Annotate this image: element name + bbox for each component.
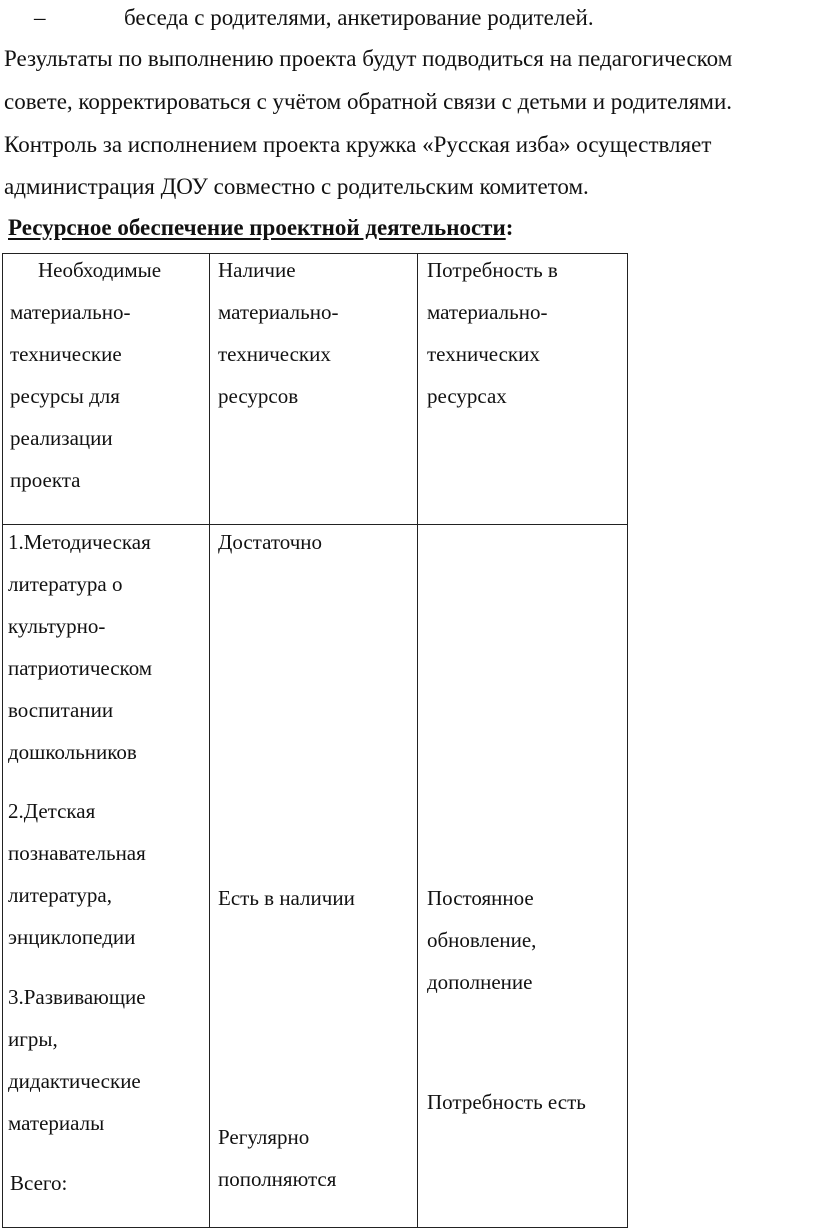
header-line: технических	[427, 342, 540, 366]
paragraph-line-3: Контроль за исполнением проекта кружка «Русская изба» осуществляет	[4, 132, 712, 157]
header-line: ресурсов	[218, 384, 299, 408]
header-line: реализации	[10, 426, 113, 450]
bullet-text: беседа с родителями, анкетирование родителей.	[124, 5, 594, 30]
value-line: обновление,	[427, 928, 537, 952]
table-border-left	[2, 253, 3, 1228]
table-column-divider-1	[209, 253, 210, 1228]
header-line: материально-	[10, 300, 131, 324]
item-children-literature	[8, 790, 146, 958]
item-line: воспитании	[8, 698, 114, 722]
header-line: Наличие	[218, 258, 296, 282]
availability-value-3	[218, 1116, 336, 1200]
value-line: Регулярно	[218, 1125, 310, 1149]
value-line: Постоянное	[427, 886, 534, 910]
header-line: технических	[218, 342, 331, 366]
availability-value-1: Достаточно	[218, 530, 323, 554]
header-cell-availability	[218, 249, 338, 417]
header-line: материально-	[218, 300, 339, 324]
header-line: проекта	[10, 468, 81, 492]
table-column-divider-2	[417, 253, 418, 1228]
table-border-right	[627, 253, 628, 1228]
item-line: литература о	[8, 572, 123, 596]
item-line: познавательная	[8, 841, 146, 865]
item-line: 2.Детская	[8, 799, 96, 823]
header-cell-need	[427, 249, 558, 417]
header-line: ресурсах	[427, 384, 507, 408]
paragraph-line-1: Результаты по выполнению проекта будут подводиться на педагогическом	[4, 46, 733, 71]
item-line: игры,	[8, 1027, 58, 1051]
item-line: дошкольников	[8, 740, 137, 764]
value-line: дополнение	[427, 970, 533, 994]
header-line: материально-	[427, 300, 548, 324]
item-total: Всего:	[10, 1171, 68, 1195]
item-line: патриотическом	[8, 656, 153, 680]
item-line: культурно-	[8, 614, 106, 638]
paragraph-line-4: администрация ДОУ совместно с родительским комитетом.	[4, 174, 589, 199]
item-line: 3.Развивающие	[8, 985, 146, 1009]
table-border-bottom	[2, 1227, 628, 1228]
value-line: пополняются	[218, 1167, 337, 1191]
header-line: ресурсы для	[10, 384, 120, 408]
paragraph-line-2: совете, корректироваться с учётом обратной связи с детьми и родителями.	[4, 89, 733, 114]
header-line: Потребность в	[427, 258, 558, 282]
bullet-dash: –	[34, 5, 46, 30]
availability-value-2: Есть в наличии	[218, 886, 355, 910]
item-line: литература,	[8, 883, 112, 907]
section-heading-colon: :	[505, 215, 514, 240]
header-line: технические	[10, 342, 122, 366]
item-line: материалы	[8, 1111, 105, 1135]
need-value-3: Потребность есть	[427, 1090, 586, 1114]
item-line: 1.Методическая	[8, 530, 151, 554]
item-line: дидактические	[8, 1069, 141, 1093]
header-line: Необходимые	[38, 258, 162, 282]
section-heading	[8, 214, 513, 242]
need-value-2	[427, 877, 536, 1003]
item-methodical-literature	[8, 521, 152, 773]
item-line: энциклопедии	[8, 925, 136, 949]
header-cell-needed-resources	[10, 249, 161, 501]
item-developing-games	[8, 976, 146, 1144]
section-heading-text: Ресурсное обеспечение проектной деятельности	[8, 215, 506, 240]
